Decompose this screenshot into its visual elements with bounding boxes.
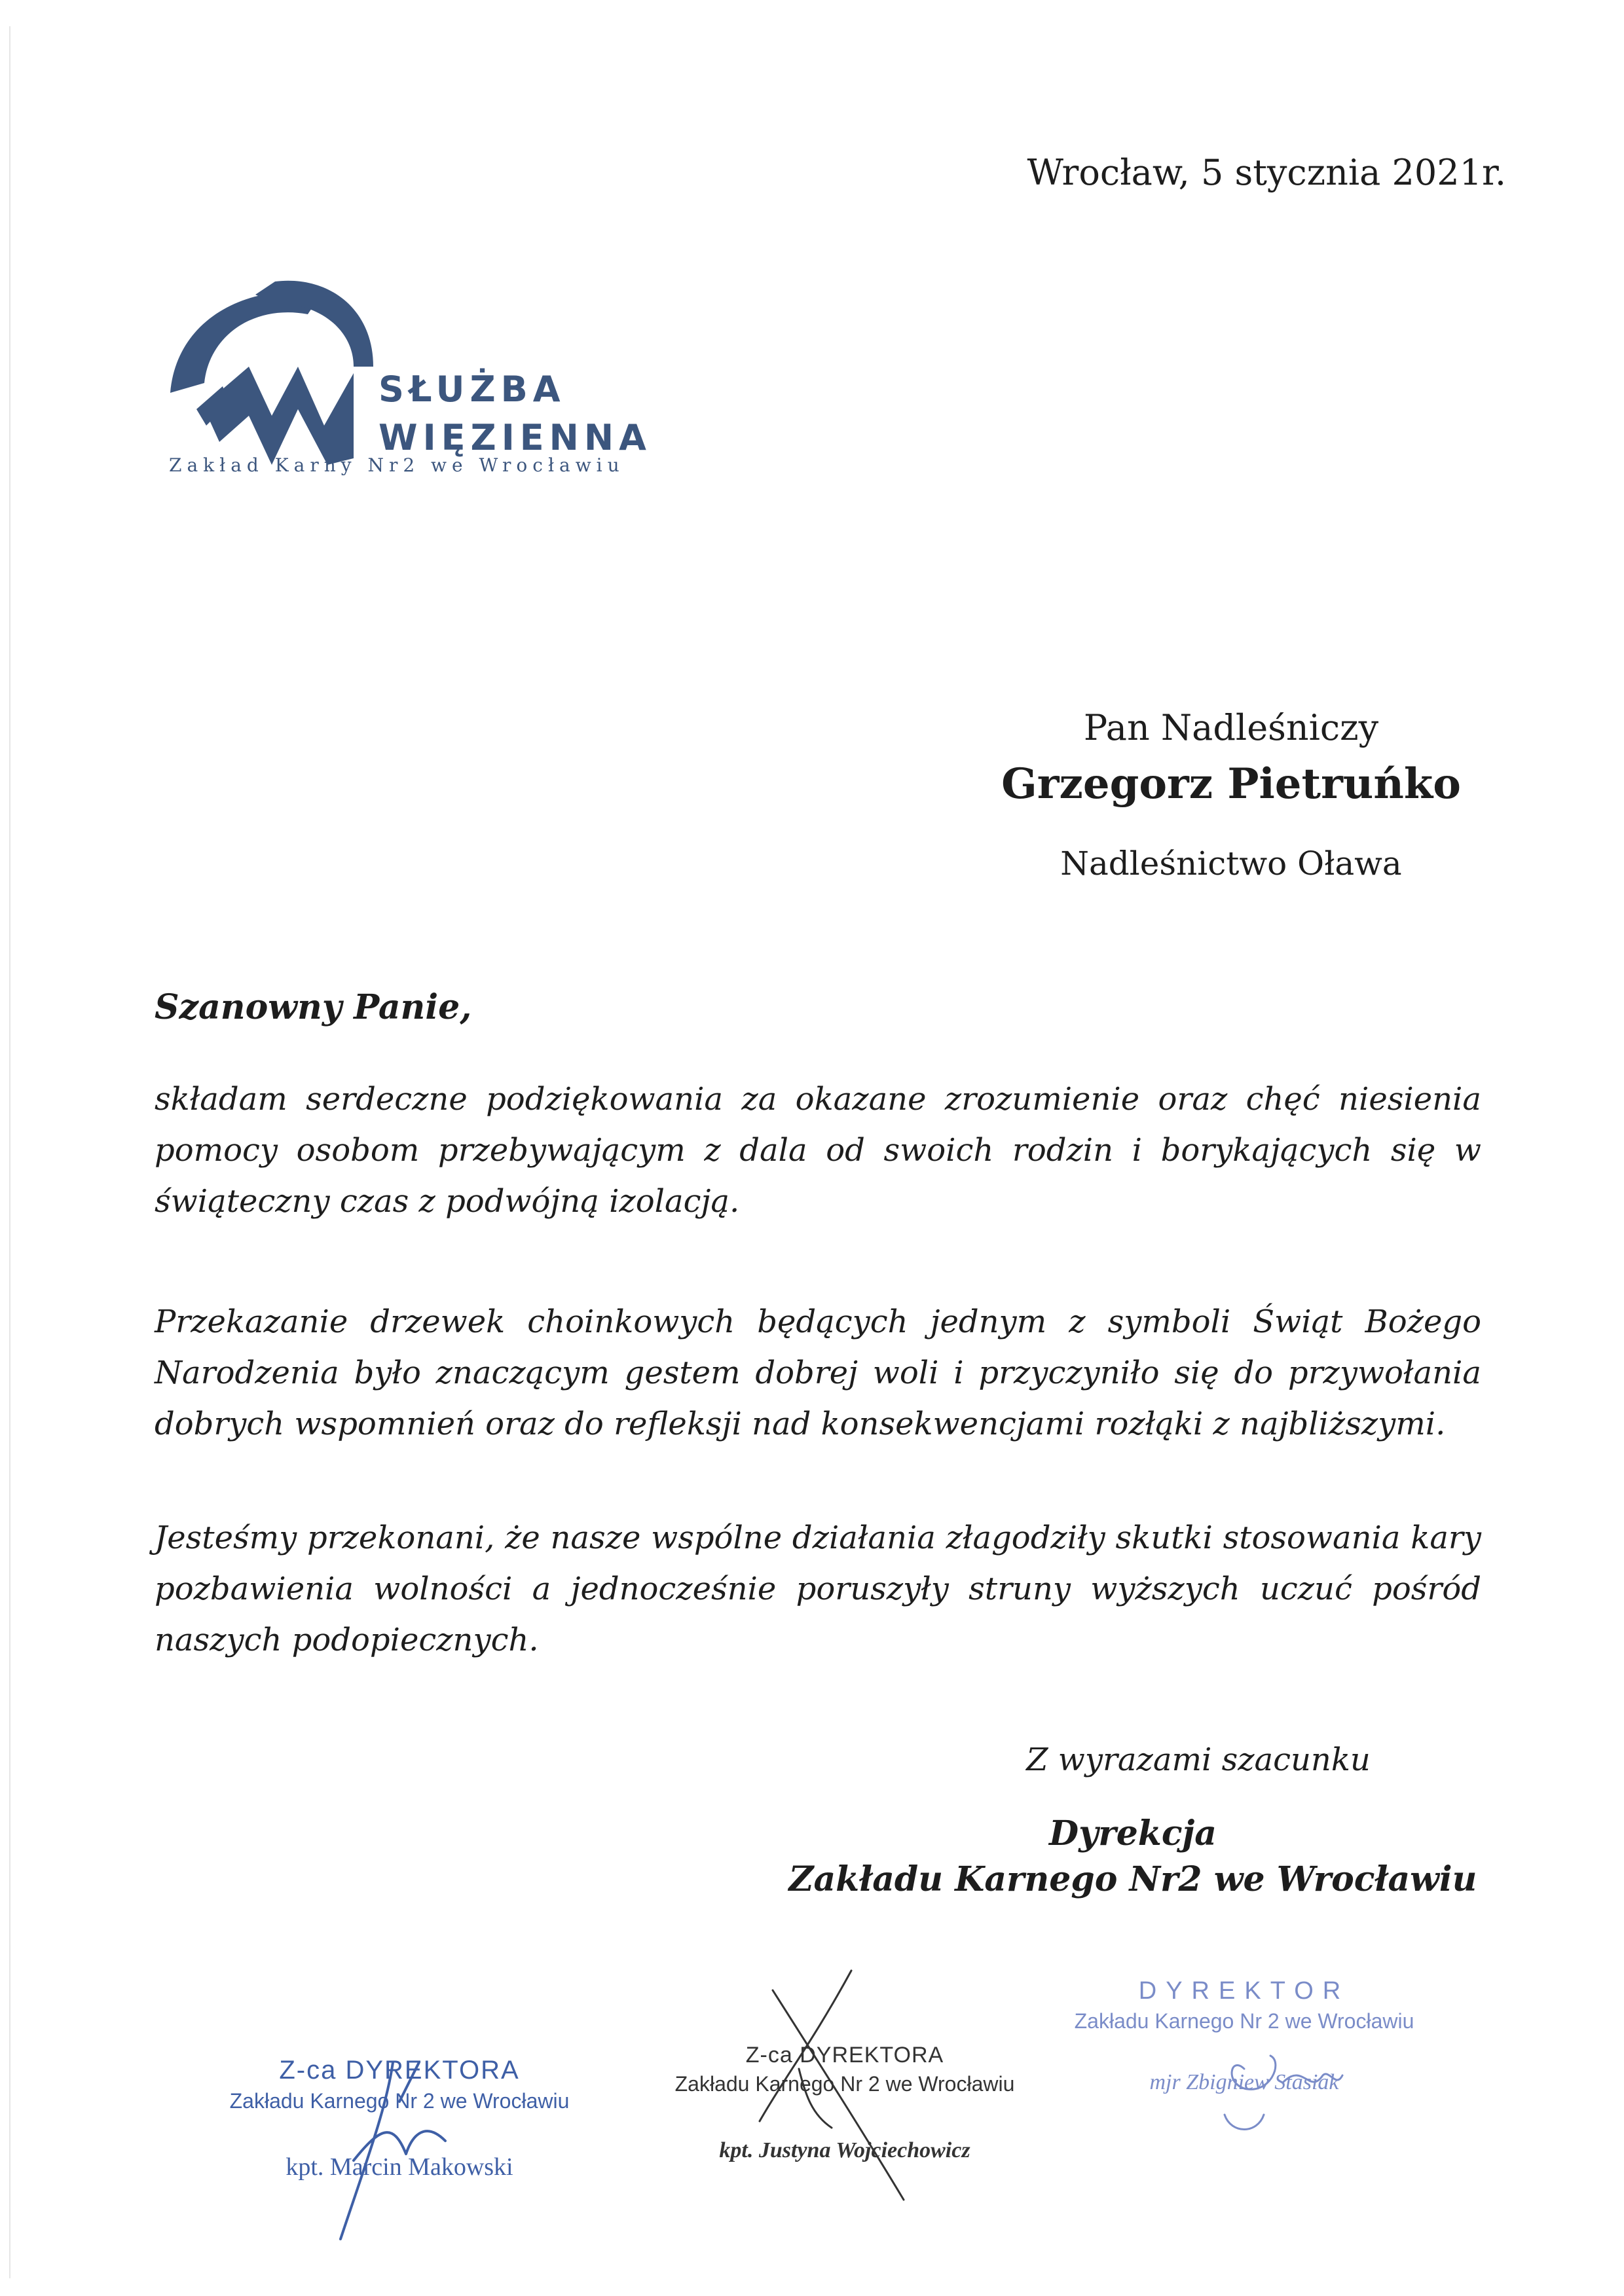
scan-edge-line: [9, 26, 10, 2278]
recipient-organization: Nadleśnictwo Oława: [1060, 845, 1402, 883]
stamp-director: [1041, 1977, 1447, 2095]
stamp-deputy-director-1: [216, 2056, 583, 2181]
greeting: Szanowny Panie,: [155, 987, 472, 1027]
stamp-deputy-director-2: [648, 2043, 1041, 2163]
signature-block-line1: Dyrekcja: [1049, 1813, 1217, 1853]
stamp-title: Z-ca DYREKTORA: [745, 2043, 944, 2068]
closing-phrase: Z wyrazami szacunku: [1026, 1741, 1371, 1778]
stamp-unit: Zakładu Karnego Nr 2 we Wrocławiu: [674, 2072, 1015, 2096]
recipient-title: Pan Nadleśniczy: [1083, 707, 1379, 748]
signature-block-line2: Zakładu Karnego Nr2 we Wrocławiu: [788, 1859, 1477, 1899]
stamp-name: kpt. Justyna Wojciechowicz: [719, 2138, 970, 2162]
letter-date: Wrocław, 5 stycznia 2021r.: [1027, 152, 1506, 193]
logo-subtitle: Zakład Karny Nr2 we Wrocławiu: [169, 454, 625, 476]
paragraph-1: składam serdeczne podziękowania za okazane zrozumienie oraz chęć niesienia pomocy osobom przebywającym z dala od swoich rodzin i borykających się w świąteczny czas z podwójną izolacją.: [155, 1081, 1481, 1220]
stamp-title: Z-ca DYREKTORA: [279, 2056, 520, 2085]
paragraph-3: Jesteśmy przekonani, że nasze wspólne działania złagodziły skutki stosowania kary pozbawienia wolności a jednocześnie poruszyły struny wyższych uczuć pośród naszych podopiecznych.: [155, 1520, 1481, 1658]
stamp-name: mjr Zbigniew Stasiak: [1149, 2070, 1339, 2094]
stamp-unit: Zakładu Karnego Nr 2 we Wrocławiu: [229, 2089, 570, 2113]
logo-title: [378, 365, 652, 462]
recipient-name: Grzegorz Pietruńko: [1001, 759, 1461, 809]
logo-title-line1: SŁUŻBA: [378, 369, 566, 410]
stamp-unit: Zakładu Karnego Nr 2 we Wrocławiu: [1074, 2009, 1414, 2033]
stamp-title: DYREKTOR: [1138, 1977, 1350, 2005]
logo-title-line2: WIĘZIENNA: [378, 417, 652, 458]
paragraph-2: Przekazanie drzewek choinkowych będących jednym z symboli Świąt Bożego Narodzenia było znaczącym gestem dobrej woli i przyczyniło się do przywołania dobrych wspomnień oraz do refleksji nad konsekwencjami rozłąki z najbliższymi.: [155, 1303, 1481, 1442]
stamp-name: kpt. Marcin Makowski: [286, 2153, 513, 2181]
